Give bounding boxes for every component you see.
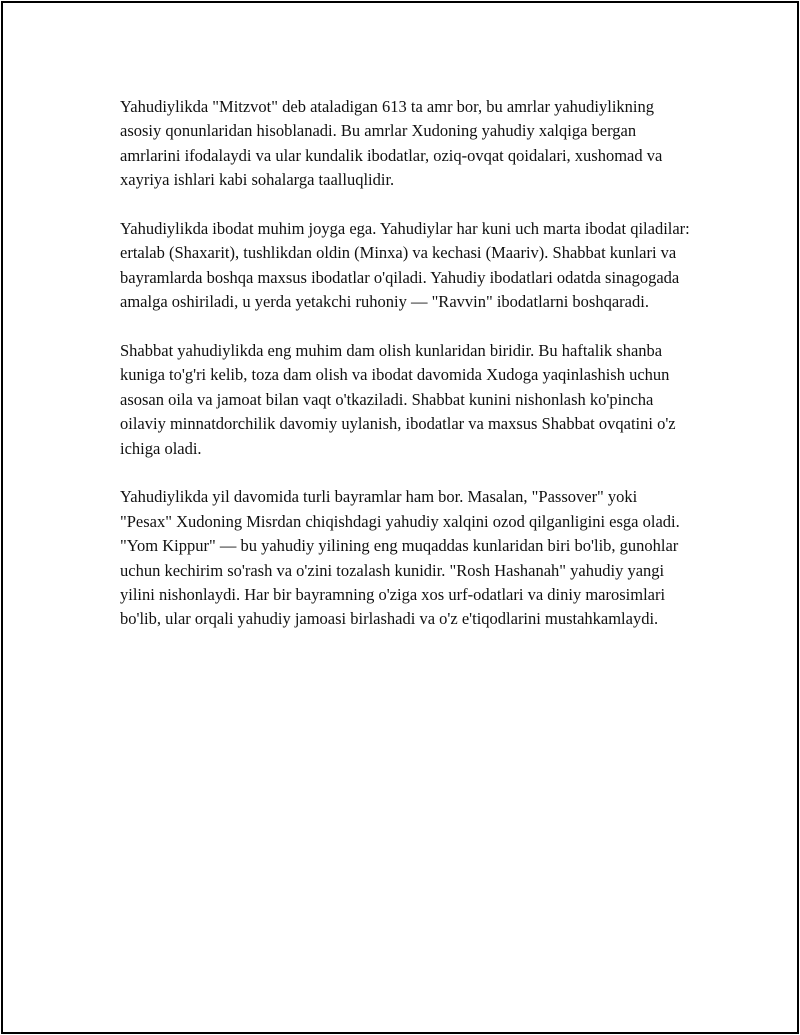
document-body (120, 95, 692, 656)
document-page (1, 1, 799, 1034)
paragraph-mitzvot: Yahudiylikda "Mitzvot" deb ataladigan 613 ta amr bor, bu amrlar yahudiylikning asosiy qonunlaridan hisoblanadi. Bu amrlar Xudoning yahudiy xalqiga bergan amrlarini ifodalaydi va ular kundalik ibodatlar, oziq-ovqat qoidalari, xushomad va xayriya ishlari kabi sohalarga taalluqlidir. (120, 97, 663, 190)
paragraph-shabbat: Shabbat yahudiylikda eng muhim dam olish kunlaridan biridir. Bu haftalik shanba kuniga to'g'ri kelib, toza dam olish va ibodat davomida Xudoga yaqinlashish uchun asosan oila va jamoat bilan vaqt o'tkaziladi. Shabbat kunini nishonlash ko'pincha oilaviy minnatdorchilik davomiy uylanish, ibodatlar va maxsus Shabbat ovqatini o'z ichiga oladi. (120, 341, 676, 458)
paragraph-holidays: Yahudiylikda yil davomida turli bayramlar ham bor. Masalan, "Passover" yoki "Pesax" Xudoning Misrdan chiqishdagi yahudiy xalqini ozod qilganligini esga oladi. "Yom Kippur" — bu yahudiy yilining eng muqaddas kunlaridan biri bo'lib, gunohlar uchun kechirim so'rash va o'zini tozalash kunidir. "Rosh Hashanah" yahudiy yangi yilini nishonlaydi. Har bir bayramning o'ziga xos urf-odatlari va diniy marosimlari bo'lib, ular orqali yahudiy jamoasi birlashadi va o'z e'tiqodlarini mustahkamlaydi. (120, 487, 680, 629)
paragraph-prayer: Yahudiylikda ibodat muhim joyga ega. Yahudiylar har kuni uch marta ibodat qiladilar: ertalab (Shaxarit), tushlikdan oldin (Minxa) va kechasi (Maariv). Shabbat kunlari va bayramlarda boshqa maxsus ibodatlar o'qiladi. Yahudiy ibodatlari odatda sinagogada amalga oshiriladi, u yerda yetakchi ruhoniy — "Ravvin" ibodatlarni boshqaradi. (120, 219, 690, 312)
